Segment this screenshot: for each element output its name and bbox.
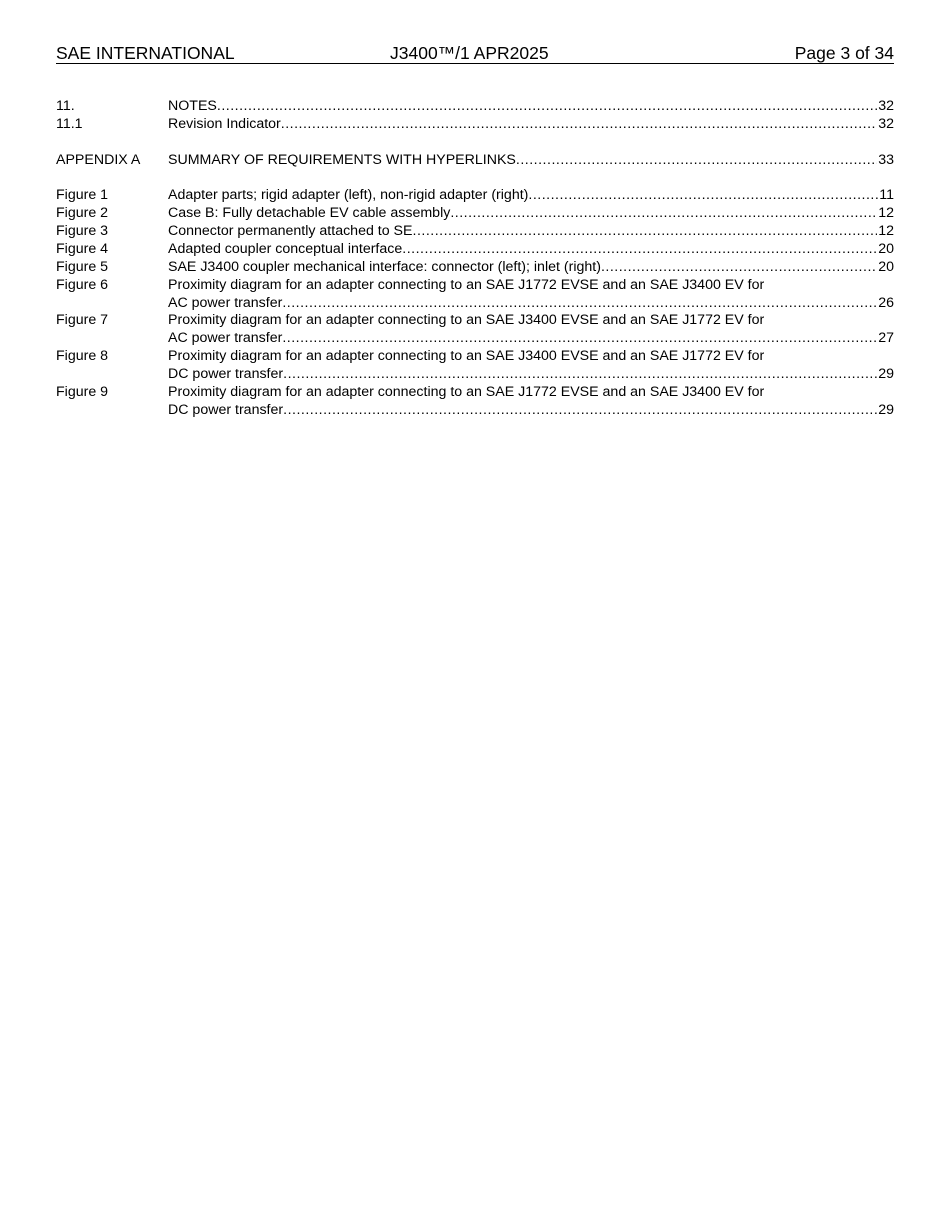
dot-leader — [601, 258, 877, 276]
dot-leader — [282, 329, 877, 347]
toc-entry-label: Figure 2 — [56, 205, 109, 221]
dot-leader — [528, 186, 878, 204]
toc-entry-title[interactable]: AC power transfer — [168, 330, 283, 346]
toc-entry-label: Figure 6 — [56, 277, 109, 293]
toc-entry-title[interactable]: Adapted coupler conceptual interface — [168, 241, 403, 257]
toc-entry[interactable] — [56, 115, 894, 133]
header-organization: SAE INTERNATIONAL — [56, 43, 235, 63]
toc-entry-title[interactable]: Case B: Fully detachable EV cable assembly — [168, 205, 451, 221]
dot-leader — [516, 151, 877, 169]
toc-entry-label: APPENDIX A — [56, 152, 141, 168]
dot-leader — [450, 204, 877, 222]
toc-entry[interactable] — [56, 347, 894, 383]
toc-entry-title[interactable]: NOTES — [168, 98, 217, 114]
dot-leader — [283, 365, 877, 383]
toc-entry[interactable] — [56, 311, 894, 347]
dot-leader — [413, 222, 878, 240]
toc-entry-page[interactable]: 11 — [879, 187, 894, 203]
toc-entry-label: Figure 1 — [56, 187, 109, 203]
toc-entry[interactable] — [56, 222, 894, 240]
header-document-id: J3400™/1 APR2025 — [390, 43, 549, 63]
toc-entry-page[interactable]: 27 — [878, 330, 894, 346]
toc-entry[interactable] — [56, 383, 894, 419]
toc-entry[interactable] — [56, 276, 894, 312]
toc-entry-title[interactable]: SAE J3400 coupler mechanical interface: connector (left); inlet (right) — [168, 259, 601, 275]
toc-entry-page[interactable]: 20 — [878, 259, 894, 275]
toc-entry-title[interactable]: AC power transfer — [168, 295, 283, 311]
toc-entry-title[interactable]: SUMMARY OF REQUIREMENTS WITH HYPERLINKS — [168, 152, 516, 168]
dot-leader — [283, 401, 877, 419]
toc-entry-page[interactable]: 33 — [878, 152, 894, 168]
toc-entry-label: Figure 4 — [56, 241, 109, 257]
toc-entry[interactable] — [56, 204, 894, 222]
header-page-number: Page 3 of 34 — [794, 43, 894, 63]
toc-entry-title[interactable]: Proximity diagram for an adapter connecting to an SAE J1772 EVSE and an SAE J3400 EV for — [168, 277, 765, 293]
toc-entry-title[interactable]: Proximity diagram for an adapter connecting to an SAE J3400 EVSE and an SAE J1772 EV for — [168, 348, 765, 364]
toc-entry-page[interactable]: 12 — [878, 223, 894, 239]
toc-entry[interactable] — [56, 97, 894, 115]
toc-entry-page[interactable]: 12 — [878, 205, 894, 221]
toc-entry-page[interactable]: 26 — [878, 295, 894, 311]
toc-entry-title[interactable]: Connector permanently attached to SE — [168, 223, 413, 239]
toc-entry-title[interactable]: Adapter parts; rigid adapter (left), non-rigid adapter (right) — [168, 187, 529, 203]
dot-leader — [217, 97, 877, 115]
toc-entry-label: Figure 7 — [56, 312, 109, 328]
toc-entry-title[interactable]: DC power transfer — [168, 402, 284, 418]
dot-leader — [281, 115, 877, 133]
toc-entry[interactable] — [56, 240, 894, 258]
toc-entry[interactable] — [56, 151, 894, 169]
dot-leader — [402, 240, 877, 258]
toc-entry-label: 11.1 — [56, 116, 83, 132]
toc-entry-label: Figure 3 — [56, 223, 109, 239]
toc-entry-label: 11. — [56, 98, 75, 114]
header-rule — [56, 63, 894, 64]
toc-entry[interactable] — [56, 258, 894, 276]
toc-entry-page[interactable]: 32 — [878, 116, 894, 132]
toc-entry-label: Figure 5 — [56, 259, 109, 275]
toc-entry-title[interactable]: DC power transfer — [168, 366, 284, 382]
toc-entry-page[interactable]: 29 — [878, 402, 894, 418]
toc-entry-title[interactable]: Revision Indicator — [168, 116, 281, 132]
toc-entry-page[interactable]: 20 — [878, 241, 894, 257]
dot-leader — [282, 294, 877, 312]
toc-entry[interactable] — [56, 186, 894, 204]
toc-entry-page[interactable]: 29 — [878, 366, 894, 382]
toc-entry-label: Figure 9 — [56, 384, 109, 400]
toc-entry-title[interactable]: Proximity diagram for an adapter connecting to an SAE J3400 EVSE and an SAE J1772 EV for — [168, 312, 765, 328]
toc-entry-title[interactable]: Proximity diagram for an adapter connecting to an SAE J1772 EVSE and an SAE J3400 EV for — [168, 384, 765, 400]
toc-entry-page[interactable]: 32 — [878, 98, 894, 114]
toc-entry-label: Figure 8 — [56, 348, 109, 364]
